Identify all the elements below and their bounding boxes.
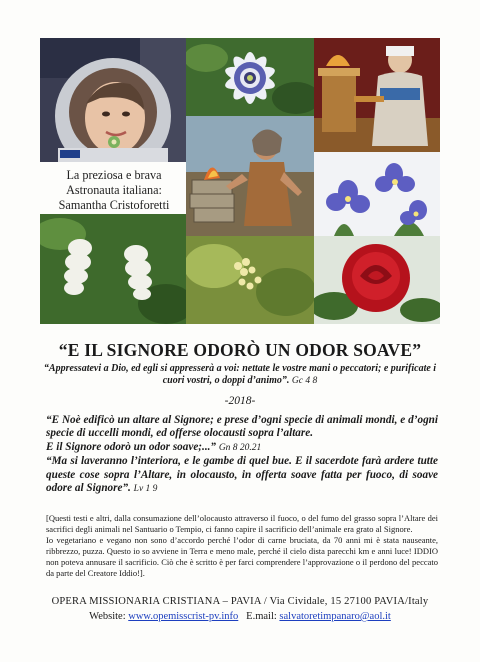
footer-address bbox=[40, 596, 440, 607]
website-link[interactable]: www.opemisscrist-pv.info bbox=[128, 611, 239, 622]
caption-line: Samantha Cristoforetti bbox=[58, 198, 170, 212]
verses-block bbox=[46, 414, 438, 496]
note-paragraph-2: Io vegetariano e vegano non sono d’accordo perché l’odor di carne bruciata, da 70 anni mi è stata nauseante, ribbrezzo, puzza. Questo io so avviene in Terra e meno male, perché il cielo dista parecchi km e anni luce! IDDIO non poteva annusare il sacrificio. Ciò che è scritto è per farci comprendere l’approvazione o il perdono del peccato da parte del Creatore Iddio!]. bbox=[46, 535, 438, 578]
verse-3-ref: Lv 1 9 bbox=[133, 484, 158, 495]
astronaut-caption bbox=[44, 168, 184, 213]
website-label: Website: bbox=[89, 611, 129, 622]
violets-photo bbox=[314, 152, 440, 236]
verse-2-text: E il Signore odorò un odor soave;...” bbox=[46, 440, 217, 453]
verse-3-text: “Ma si laveranno l’interiora, e le gambe di quel bue. E il sacerdote farà ardere tutte queste cose sopra l’Altare, in olocausto, in offerta soave fatta per fuoco, di soave odore al Signore”. bbox=[46, 455, 438, 495]
subtitle-text: “Appressatevi a Dio, ed egli si appresserà a voi: nettate le vostre mani o peccatori; e purificate i cuori vostri, o doppi d’animo”. bbox=[43, 363, 437, 386]
verse-2 bbox=[46, 441, 438, 455]
subtitle-ref: Gc 4 8 bbox=[291, 376, 318, 386]
email-link[interactable]: salvatoretimpanaro@aol.it bbox=[279, 611, 391, 622]
footer-contacts bbox=[40, 611, 440, 622]
acacia-blossom-photo bbox=[40, 214, 186, 324]
linden-blossom-photo bbox=[186, 236, 314, 324]
passion-flower-photo bbox=[186, 38, 314, 116]
page-title: “E IL SIGNORE ODORÒ UN ODOR SOAVE” bbox=[58, 340, 422, 360]
note-paragraph-1: [Questi testi e altri, dalla consumazione dell’olocausto attraverso il fuoco, o del fumo del grasso sopra l’Altare dei sacrifici degli animali nel Santuario o Tempio, ci fanno capire il sacrificio dell’animale era grato al Signore. bbox=[46, 513, 438, 534]
verse-2-ref: Gn 8 20.21 bbox=[218, 442, 262, 453]
subtitle-quote bbox=[40, 363, 440, 387]
priest-altar-photo bbox=[314, 38, 440, 152]
verse-3 bbox=[46, 455, 438, 496]
astronaut-photo bbox=[40, 38, 186, 162]
organization-name: OPERA MISSIONARIA CRISTIANA – PAVIA bbox=[51, 596, 262, 607]
noah-sacrifice-photo bbox=[186, 116, 314, 236]
email-label: E.mail: bbox=[238, 611, 280, 622]
verse-1: “E Noè edificò un altare al Signore; e prese d’ogni specie di animali mondi, e d’ogni specie di uccelli mondi, ed offerse olocausti sopra l’altare. bbox=[46, 414, 438, 440]
address-text: / Via Cividale, 15 27100 PAVIA/Italy bbox=[261, 596, 429, 607]
caption-line: La preziosa e brava bbox=[66, 168, 162, 182]
year-label: -2018- bbox=[224, 395, 256, 407]
red-rose-photo bbox=[314, 236, 440, 324]
commentary-note bbox=[46, 513, 438, 579]
caption-line: Astronauta italiana: bbox=[66, 183, 162, 197]
